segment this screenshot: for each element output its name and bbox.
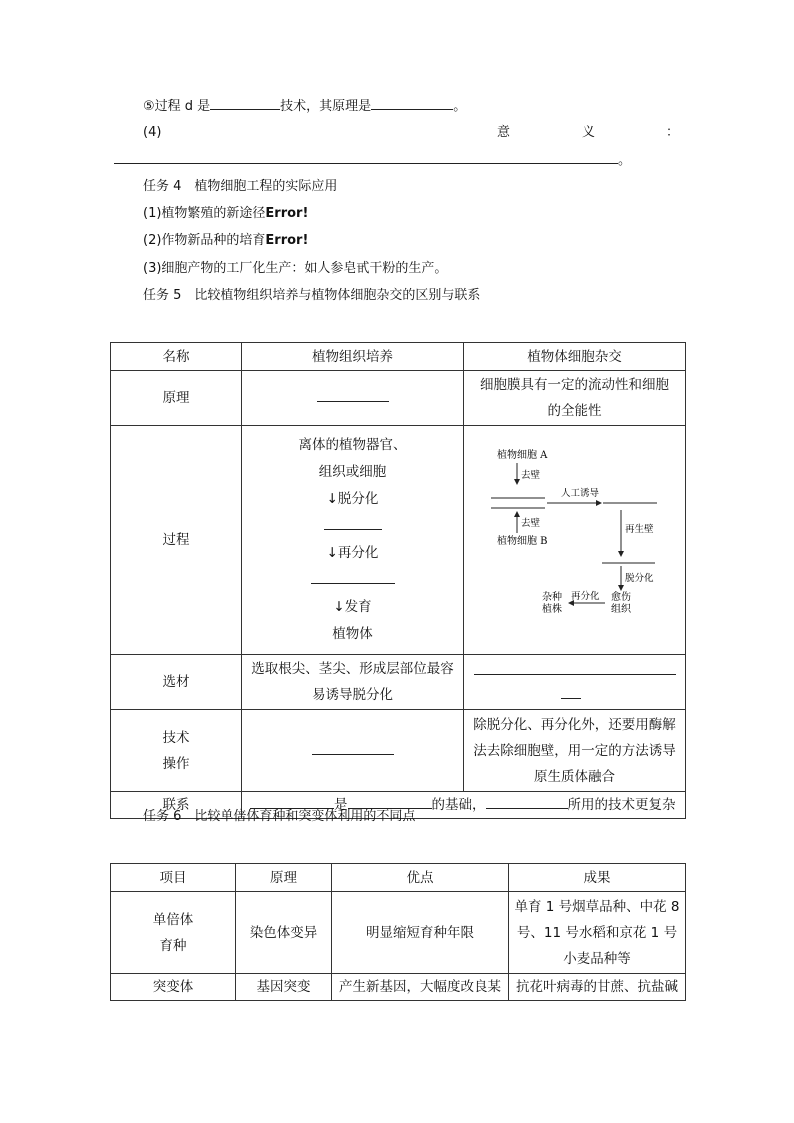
principle-text-line: 的全能性 [547,403,602,419]
task4-item3: (3)细胞产物的工厂化生产：如人参皂甙干粉的生产。 [143,261,448,276]
answer-blank[interactable] [312,740,394,755]
header-advantage: 优点 [332,864,509,892]
diagram-cell-a: 植物细胞 A [496,450,547,461]
diagram-hybrid-2: 植株 [541,604,562,615]
row-label-process: 过程 [111,426,242,655]
process-step: 离体的植物器官、 [298,437,407,453]
header-name: 名称 [111,343,242,371]
principle-text-line: 细胞膜具有一定的流动性和细胞 [480,377,669,393]
diagram-rediff: 再分化 [570,591,600,602]
process-hybrid-cell [464,426,686,655]
error-text: Error! [265,206,309,221]
task4-item2 [143,232,308,250]
technique-label-line: 操作 [162,755,190,772]
process-blank [246,567,459,594]
mutant-result: 抗花叶病毒的甘蔗、抗盐碱 [509,974,686,1001]
answer-blank[interactable] [250,794,334,809]
mutant-advantage: 产生新基因，大幅度改良某 [332,974,509,1001]
somatic-hybridization-diagram [465,426,685,645]
process-step-develop: ↓发育 [333,599,372,615]
diagram-remove-wall-1: 去壁 [520,470,540,481]
result-line: 号、11 号水稻和京花 1 号 [516,924,678,941]
significance-number: (4) [143,125,162,140]
mutant-label: 突变体 [111,974,236,1001]
task4-item1-text: (1)植物繁殖的新途径 [143,206,266,221]
process-blank [246,513,459,540]
comparison-table-task5 [110,342,686,819]
row-label-link: 联系 [111,792,242,819]
material-hybrid-cell [464,655,686,710]
result-line: 小麦品种等 [563,950,631,967]
result-line: 单育 1 号烟草品种、中花 8 [514,898,680,915]
diagram-regen-wall: 再生壁 [624,524,654,535]
answer-blank[interactable] [311,569,395,584]
haploid-advantage: 明显缩短育种年限 [332,892,509,974]
answer-blank[interactable] [371,96,453,110]
diagram-cell-b: 植物细胞 B [496,536,548,547]
technique-label-line: 技术 [162,729,190,746]
significance-char-1: 意 [497,125,511,140]
principle-hybrid-cell [464,371,686,426]
technique-text-line: 除脱分化、再分化外，还要用酶解 [473,716,676,733]
diagram-remove-wall-2: 去壁 [520,518,540,529]
task4-item1 [143,205,308,223]
header-item: 项目 [111,864,236,892]
period: 。 [453,99,467,114]
answer-blank[interactable] [324,515,382,530]
row-label-technique [111,710,242,792]
diagram-hybrid-1: 杂种 [541,592,562,603]
row-label-material: 选材 [111,655,242,710]
technique-text-line: 法去除细胞壁，用一定的方法诱导 [473,742,676,759]
principle-blank-cell [242,371,464,426]
significance-answer-line [114,150,631,170]
significance-char-2: 义 [582,125,596,140]
link-text-basis: 的基础， [431,797,486,813]
answer-blank[interactable] [474,660,676,675]
answer-blank[interactable] [561,684,581,699]
link-text-tail: 所用的技术更复杂 [567,797,676,813]
material-text-line: 易诱导脱分化 [312,687,393,703]
significance-colon: ： [666,125,680,140]
header-tissue-culture: 植物组织培养 [242,343,464,371]
row-label-principle: 原理 [111,371,242,426]
process-step-plant: 植物体 [332,626,373,642]
process-d-mid: 技术，其原理是 [280,99,372,114]
technique-text-line: 原生质体融合 [534,768,615,785]
answer-blank[interactable] [317,387,389,402]
process-tissue-cell [242,426,464,655]
item-label-line: 单倍体 [152,911,194,928]
mutant-principle: 基因突变 [236,974,332,1001]
process-d-line [143,96,466,116]
technique-blank-cell [242,710,464,792]
diagram-callus-2: 组织 [610,604,631,615]
diagram-dediff: 脱分化 [624,573,654,584]
process-step: 组织或细胞 [318,464,387,480]
haploid-principle: 染色体变异 [236,892,332,974]
diagram-induce: 人工诱导 [560,488,599,499]
answer-blank[interactable] [348,794,432,809]
task4-item2-text: (2)作物新品种的培育 [143,233,266,248]
link-text-is: 是 [334,797,348,813]
comparison-table-task6 [110,863,686,1001]
header-somatic-hybridization: 植物体细胞杂交 [464,343,686,371]
process-d-prefix: ⑤过程 d 是 [143,99,211,114]
haploid-breeding-label [111,892,236,974]
material-tissue-cell [242,655,464,710]
error-text: Error! [265,233,309,248]
task6-title: 任务 6 比较单倍体育种和突变体利用的不同点 [143,809,416,824]
task5-title: 任务 5 比较植物组织培养与植物体细胞杂交的区别与联系 [143,288,481,303]
answer-blank[interactable] [486,794,568,809]
header-result: 成果 [509,864,686,892]
haploid-result [509,892,686,974]
diagram-callus-1: 愈伤 [610,592,631,603]
material-text-line: 选取根尖、茎尖、形成层部位最容 [251,661,454,677]
period: 。 [618,153,632,168]
answer-blank[interactable] [114,150,618,164]
header-principle: 原理 [236,864,332,892]
task4-title: 任务 4 植物细胞工程的实际应用 [143,179,338,194]
process-step-dediff: ↓脱分化 [326,491,379,507]
process-step-rediff: ↓再分化 [326,545,379,561]
technique-hybrid-cell [464,710,686,792]
item-label-line: 育种 [159,937,187,954]
answer-blank[interactable] [210,96,280,110]
